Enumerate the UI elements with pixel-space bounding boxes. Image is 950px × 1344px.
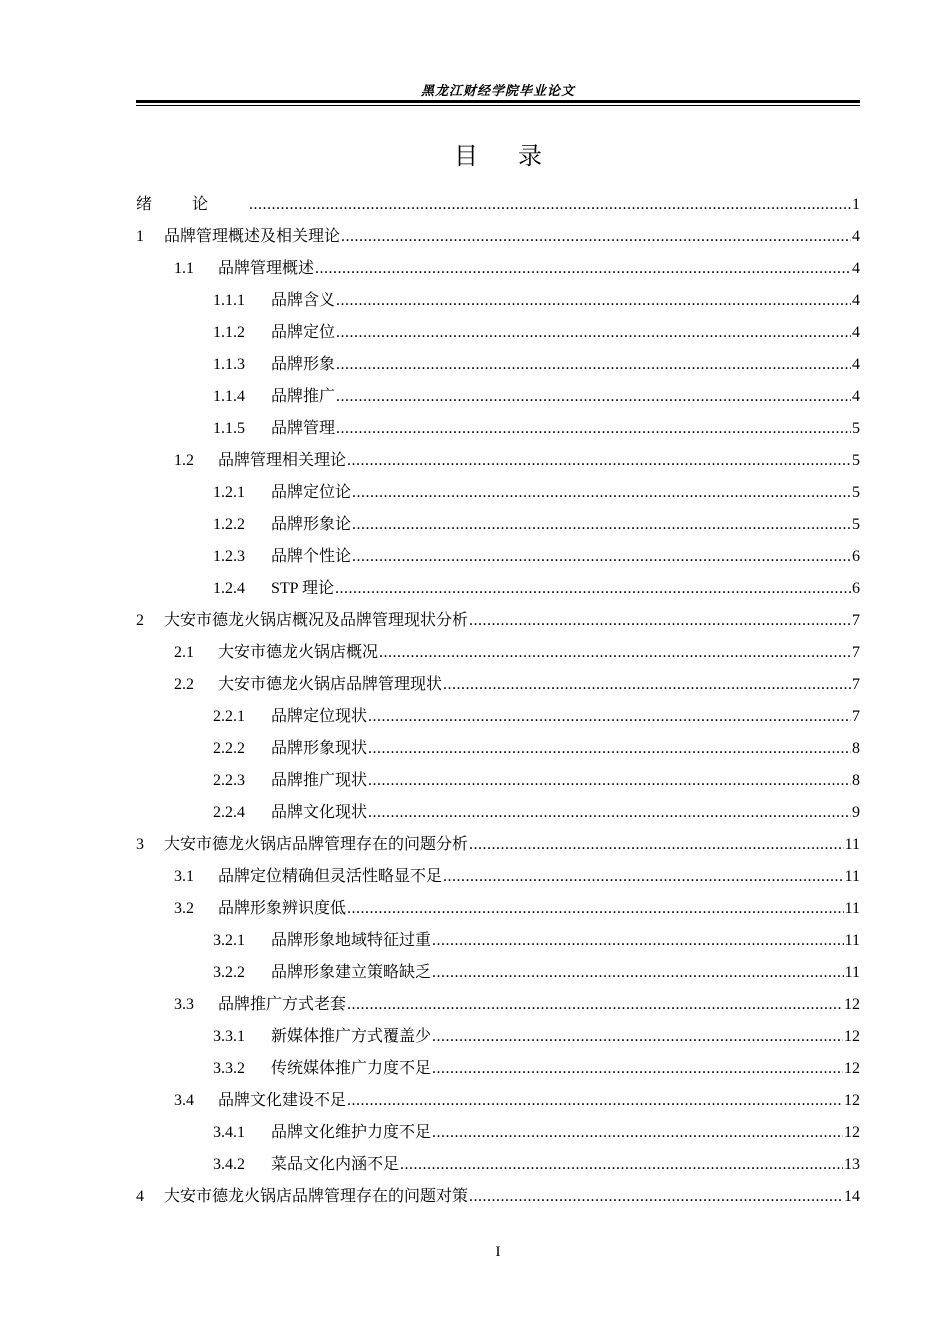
toc-entry-page: 6 xyxy=(852,548,860,565)
toc-dot-leader xyxy=(315,253,851,285)
toc-dot-leader xyxy=(336,381,851,413)
toc-entry[interactable] xyxy=(136,317,860,349)
toc-dot-leader xyxy=(443,861,844,893)
toc-entry-label: 品牌推广方式老套 xyxy=(218,996,347,1013)
toc-entry-number: 2.1 xyxy=(174,644,194,661)
toc-entry-page: 4 xyxy=(852,228,860,245)
toc-entry-page: 8 xyxy=(852,740,860,757)
toc-dot-leader xyxy=(432,1021,843,1053)
toc-entry-label: 品牌推广现状 xyxy=(271,772,368,789)
toc-entry[interactable] xyxy=(136,957,860,989)
toc-entry[interactable] xyxy=(136,605,860,637)
toc-dot-leader xyxy=(341,221,851,253)
toc-entry-label: 品牌含义 xyxy=(271,292,336,309)
toc-entry-label: 传统媒体推广力度不足 xyxy=(271,1060,432,1077)
toc-entry-label: 品牌形象现状 xyxy=(271,740,368,757)
toc-entry-label: 大安市德龙火锅店概况及品牌管理现状分析 xyxy=(164,612,469,629)
toc-entry-number: 3.2.2 xyxy=(213,964,245,981)
toc-entry-page: 1 xyxy=(852,196,860,213)
toc-dot-leader xyxy=(432,1117,843,1149)
toc-entry-number: 1.1.3 xyxy=(213,356,245,373)
table-of-contents xyxy=(136,189,860,1213)
toc-dot-leader xyxy=(379,637,851,669)
toc-entry[interactable] xyxy=(136,221,860,253)
toc-entry-label: 大安市德龙火锅店品牌管理存在的问题分析 xyxy=(164,836,469,853)
toc-entry-number: 1.1.1 xyxy=(213,292,245,309)
toc-entry[interactable] xyxy=(136,669,860,701)
toc-entry-page: 4 xyxy=(852,324,860,341)
toc-dot-leader xyxy=(469,605,851,637)
toc-entry[interactable] xyxy=(136,541,860,573)
toc-entry-label: STP 理论 xyxy=(271,580,334,597)
toc-dot-leader xyxy=(469,829,844,861)
toc-entry[interactable] xyxy=(136,253,860,285)
running-header: 黑龙江财经学院毕业论文 xyxy=(420,84,575,99)
toc-dot-leader xyxy=(352,477,851,509)
toc-entry-page: 12 xyxy=(844,1028,860,1045)
toc-entry-number: 1.1.5 xyxy=(213,420,245,437)
toc-entry-label: 品牌文化建设不足 xyxy=(218,1092,347,1109)
toc-entry-page: 7 xyxy=(852,612,860,629)
toc-entry-number: 1.2.2 xyxy=(213,516,245,533)
toc-dot-leader xyxy=(352,541,851,573)
toc-entry-label: 品牌定位精确但灵活性略显不足 xyxy=(218,868,443,885)
toc-entry-label: 品牌定位现状 xyxy=(271,708,368,725)
toc-entry-number: 3.2 xyxy=(174,900,194,917)
toc-entry-number: 3.4 xyxy=(174,1092,194,1109)
toc-dot-leader xyxy=(347,893,844,925)
toc-entry-page: 5 xyxy=(852,420,860,437)
toc-entry-label: 大安市德龙火锅店品牌管理现状 xyxy=(218,676,443,693)
toc-entry-number: 1.2 xyxy=(174,452,194,469)
toc-entry-page: 9 xyxy=(852,804,860,821)
toc-entry-page: 12 xyxy=(844,996,860,1013)
toc-dot-leader xyxy=(249,189,851,221)
toc-entry-number: 4 xyxy=(136,1188,144,1205)
toc-entry[interactable] xyxy=(136,1085,860,1117)
toc-entry[interactable] xyxy=(136,381,860,413)
toc-entry-number: 1.1 xyxy=(174,260,194,277)
toc-entry-number: 2 xyxy=(136,612,144,629)
toc-entry-label: 品牌管理概述及相关理论 xyxy=(164,228,341,245)
toc-dot-leader xyxy=(432,925,844,957)
toc-entry-number: 1.2.1 xyxy=(213,484,245,501)
toc-dot-leader xyxy=(352,509,851,541)
toc-entry-label: 绪论 xyxy=(136,196,249,213)
toc-entry-label: 品牌个性论 xyxy=(271,548,352,565)
toc-entry-label: 品牌管理 xyxy=(271,420,336,437)
header-rule-thick xyxy=(136,100,860,103)
toc-dot-leader xyxy=(336,285,851,317)
page-title: 目录 xyxy=(454,142,582,170)
toc-entry[interactable] xyxy=(136,989,860,1021)
toc-entry[interactable] xyxy=(136,509,860,541)
toc-entry-label: 品牌管理相关理论 xyxy=(218,452,347,469)
toc-entry-label: 新媒体推广方式覆盖少 xyxy=(271,1028,432,1045)
toc-entry-page: 6 xyxy=(852,580,860,597)
toc-entry-page: 11 xyxy=(844,900,860,917)
toc-entry[interactable] xyxy=(136,573,860,605)
toc-entry-number: 2.2.2 xyxy=(213,740,245,757)
toc-entry-page: 11 xyxy=(844,932,860,949)
toc-dot-leader xyxy=(400,1149,843,1181)
toc-entry-number: 3.2.1 xyxy=(213,932,245,949)
toc-entry-label: 大安市德龙火锅店品牌管理存在的问题对策 xyxy=(164,1188,469,1205)
toc-dot-leader xyxy=(336,413,851,445)
toc-entry[interactable] xyxy=(136,637,860,669)
toc-entry-number: 3.3 xyxy=(174,996,194,1013)
toc-entry-page: 5 xyxy=(852,484,860,501)
toc-entry[interactable] xyxy=(136,797,860,829)
toc-entry-number: 3.4.1 xyxy=(213,1124,245,1141)
toc-entry[interactable] xyxy=(136,413,860,445)
toc-entry-number: 2.2.4 xyxy=(213,804,245,821)
toc-entry-page: 13 xyxy=(844,1156,860,1173)
toc-entry-page: 14 xyxy=(844,1188,860,1205)
toc-entry[interactable] xyxy=(136,1053,860,1085)
toc-entry-number: 3.3.1 xyxy=(213,1028,245,1045)
toc-entry-label: 品牌形象地域特征过重 xyxy=(271,932,432,949)
toc-entry-page: 7 xyxy=(852,644,860,661)
toc-entry-page: 12 xyxy=(844,1060,860,1077)
toc-entry[interactable] xyxy=(136,1149,860,1181)
toc-entry[interactable] xyxy=(136,1181,860,1213)
toc-dot-leader xyxy=(336,349,851,381)
toc-entry-page: 7 xyxy=(852,708,860,725)
toc-entry[interactable] xyxy=(136,829,860,861)
toc-entry-page: 12 xyxy=(844,1092,860,1109)
toc-entry-label: 品牌形象 xyxy=(271,356,336,373)
toc-entry-label: 菜品文化内涵不足 xyxy=(271,1156,400,1173)
toc-entry[interactable] xyxy=(136,861,860,893)
toc-entry[interactable] xyxy=(136,1021,860,1053)
toc-entry[interactable] xyxy=(136,1117,860,1149)
toc-entry-label: 品牌文化维护力度不足 xyxy=(271,1124,432,1141)
toc-entry-page: 11 xyxy=(844,964,860,981)
toc-entry-label: 品牌推广 xyxy=(271,388,336,405)
toc-dot-leader xyxy=(432,957,844,989)
toc-entry-page: 4 xyxy=(852,356,860,373)
toc-entry-number: 3 xyxy=(136,836,144,853)
toc-entry-label: 品牌管理概述 xyxy=(218,260,315,277)
toc-entry-number: 2.2.1 xyxy=(213,708,245,725)
toc-entry-number: 3.1 xyxy=(174,868,194,885)
toc-entry[interactable] xyxy=(136,925,860,957)
toc-entry-number: 1.1.2 xyxy=(213,324,245,341)
toc-entry[interactable] xyxy=(136,893,860,925)
toc-entry-page: 11 xyxy=(844,868,860,885)
toc-entry-page: 8 xyxy=(852,772,860,789)
toc-entry[interactable] xyxy=(136,765,860,797)
toc-dot-leader xyxy=(368,733,851,765)
toc-entry-page: 12 xyxy=(844,1124,860,1141)
toc-entry-label: 品牌形象论 xyxy=(271,516,352,533)
toc-entry-number: 1 xyxy=(136,228,144,245)
toc-entry-page: 7 xyxy=(852,676,860,693)
toc-entry-number: 3.3.2 xyxy=(213,1060,245,1077)
toc-entry-label: 大安市德龙火锅店概况 xyxy=(218,644,379,661)
toc-entry-page: 5 xyxy=(852,516,860,533)
toc-dot-leader xyxy=(347,1085,843,1117)
toc-entry-number: 2.2.3 xyxy=(213,772,245,789)
toc-entry[interactable] xyxy=(136,349,860,381)
toc-entry-number: 2.2 xyxy=(174,676,194,693)
page-number: I xyxy=(495,1244,501,1260)
toc-entry[interactable] xyxy=(136,733,860,765)
toc-dot-leader xyxy=(432,1053,843,1085)
toc-entry-page: 5 xyxy=(852,452,860,469)
toc-entry[interactable] xyxy=(136,701,860,733)
toc-entry-label: 品牌文化现状 xyxy=(271,804,368,821)
toc-dot-leader xyxy=(336,317,851,349)
toc-entry-label: 品牌形象辨识度低 xyxy=(218,900,347,917)
toc-dot-leader xyxy=(368,701,851,733)
header-rule-thin xyxy=(136,105,860,106)
toc-entry-label: 品牌定位论 xyxy=(271,484,352,501)
toc-entry-page: 4 xyxy=(852,388,860,405)
toc-dot-leader xyxy=(347,989,843,1021)
toc-entry-page: 4 xyxy=(852,260,860,277)
toc-entry-label: 品牌定位 xyxy=(271,324,336,341)
toc-entry-number: 1.2.3 xyxy=(213,548,245,565)
toc-entry-number: 3.4.2 xyxy=(213,1156,245,1173)
toc-dot-leader xyxy=(347,445,851,477)
toc-entry[interactable] xyxy=(136,189,860,221)
toc-entry-number: 1.1.4 xyxy=(213,388,245,405)
toc-entry-page: 4 xyxy=(852,292,860,309)
toc-dot-leader xyxy=(368,797,851,829)
toc-dot-leader xyxy=(335,573,851,605)
toc-entry-number: 1.2.4 xyxy=(213,580,245,597)
toc-entry[interactable] xyxy=(136,445,860,477)
toc-entry-label: 品牌形象建立策略缺乏 xyxy=(271,964,432,981)
toc-entry-page: 11 xyxy=(844,836,860,853)
toc-dot-leader xyxy=(368,765,851,797)
toc-entry[interactable] xyxy=(136,285,860,317)
toc-dot-leader xyxy=(443,669,851,701)
toc-dot-leader xyxy=(469,1181,843,1213)
toc-entry[interactable] xyxy=(136,477,860,509)
